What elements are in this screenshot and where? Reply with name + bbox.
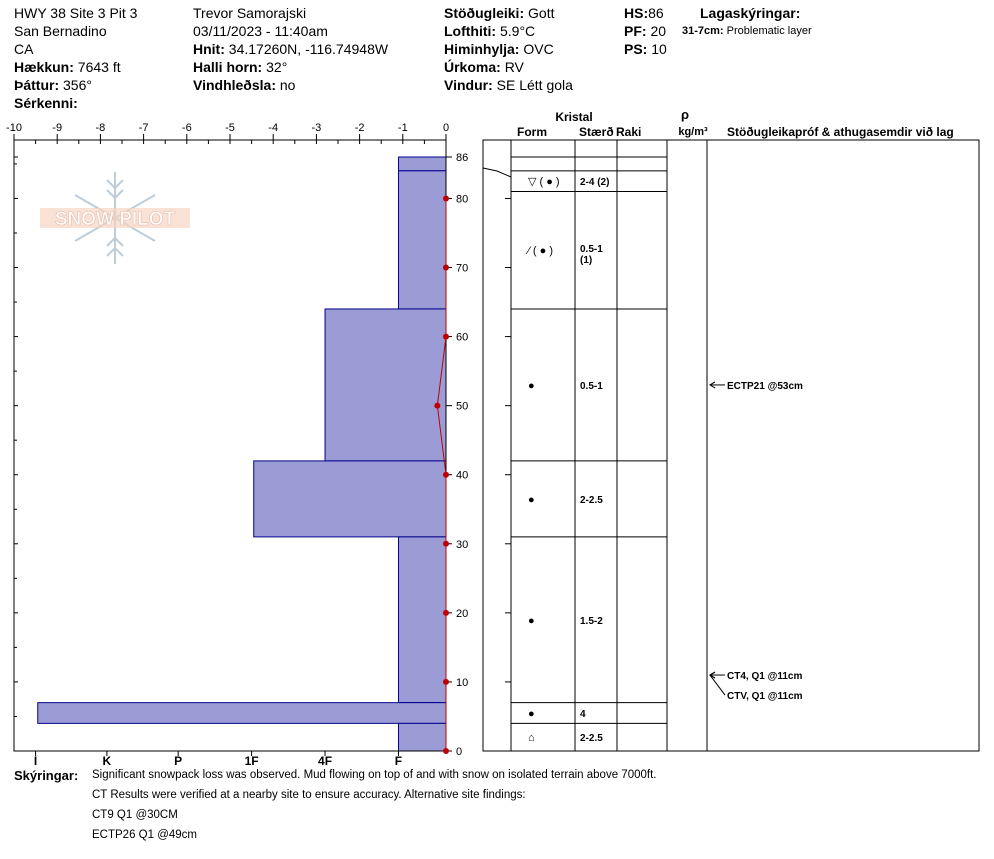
layer-note-text: Problematic layer	[726, 25, 812, 37]
wind-row: Vindur: SE Létt gola	[444, 77, 573, 93]
ps-row: PS: 10	[624, 41, 667, 57]
header-tests: Stöðugleikapróf & athugasemdir við lag	[727, 125, 954, 139]
slope-row: Halli horn: 32°	[193, 59, 288, 75]
hardness-tick-label: 1F	[244, 754, 259, 768]
hardness-bar	[398, 723, 446, 751]
temperature-tick-label: -10	[6, 122, 22, 134]
notes	[14, 766, 657, 841]
temperature-tick-label: -4	[268, 122, 279, 134]
layer-note-depth: 31-7cm:	[682, 25, 724, 37]
temperature-point	[443, 679, 449, 685]
layer-grain-size: 0.5-1	[580, 380, 603, 392]
temperature-point	[434, 403, 440, 409]
hardness-tick-label: P	[174, 754, 183, 768]
layer-grain-size: 0.5-1	[580, 244, 603, 256]
notes-label: Skýringar:	[14, 768, 79, 783]
temperature-point	[443, 334, 449, 340]
depth-tick-label: 10	[456, 676, 469, 689]
temperature-point	[443, 610, 449, 616]
depth-tick-label: 60	[456, 331, 469, 344]
hs-value: 86	[648, 5, 664, 21]
layer-grain-form: ⌂	[528, 732, 535, 745]
depth-tick-label: 86	[456, 152, 469, 164]
hardness-tick-label: I	[33, 754, 38, 768]
stability-value: Gott	[528, 5, 555, 21]
observer-name: Trevor Samorajski	[193, 5, 307, 21]
features-row: Sérkenni:	[14, 95, 78, 111]
pf-row: PF: 20	[624, 23, 667, 39]
layer-table	[483, 107, 979, 751]
ps-value: 10	[651, 41, 667, 57]
hardness-bar	[254, 461, 446, 537]
depth-tick-label: 40	[456, 469, 469, 482]
slope-value: 32°	[266, 59, 288, 75]
temperature-tick-label: -2	[354, 122, 365, 134]
layer-grain-size: 2-4 (2)	[580, 177, 610, 189]
layer-grain-form: ▽ ( ● )	[528, 176, 560, 189]
hardness-bar	[325, 309, 446, 461]
boundary-connector	[483, 168, 511, 177]
depth-tick-label: 70	[456, 262, 469, 275]
notes-line: Significant snowpack loss was observed. Mud flowing on top of and with snow on isolated terrain above 7000ft.	[92, 769, 657, 781]
hs-row: HS:86	[624, 5, 664, 21]
temperature-tick-label: -6	[181, 122, 192, 134]
elevation-value: 7643 ft	[77, 59, 121, 75]
wind-value: SE Létt gola	[496, 77, 573, 93]
layer-grain-form: ●	[528, 614, 535, 627]
layer-grain-size: 1.5-2	[580, 615, 603, 627]
depth-tick-label: 50	[456, 400, 469, 413]
coords-value: 34.17260N, -116.74948W	[228, 41, 389, 57]
stability-tests	[710, 381, 803, 702]
pf-value: 20	[650, 23, 667, 39]
logo-text: SNOW PILOT	[54, 209, 176, 230]
stability-row: Stöðugleiki: Gott	[444, 5, 555, 21]
layer-grain-form: ●	[528, 708, 535, 721]
temperature-tick-label: -7	[138, 122, 149, 134]
temperature-point	[443, 541, 449, 547]
notes-line: CT Results were verified at a nearby site to ensure accuracy. Alternative site findings:	[92, 789, 526, 801]
notes-line: CT9 Q1 @30CM	[92, 809, 178, 821]
aspect-row: Þáttur: 356°	[14, 77, 92, 93]
layer-grain-form: ⁄ ( ● )	[528, 245, 553, 258]
precip-value: RV	[504, 59, 524, 75]
layer-grain-form: ●	[528, 379, 535, 392]
air-temp-value: 5.9°C	[499, 23, 536, 39]
temperature-tick-label: -5	[225, 122, 235, 134]
layer-grain-form: ●	[528, 493, 535, 506]
temperature-point	[443, 748, 449, 754]
hardness-tick-label: K	[102, 754, 112, 768]
layer-notes-title: Lagaskýringar:	[700, 5, 801, 21]
temperature-point	[443, 195, 449, 201]
air-temp-row: Lofthiti: 5.9°C	[444, 23, 536, 39]
elevation-row: Hækkun: 7643 ft	[14, 59, 121, 75]
temperature-tick-label: -3	[311, 122, 322, 134]
temperature-point	[443, 472, 449, 478]
header-size: Stærð	[579, 125, 614, 139]
hardness-tick-label: F	[394, 754, 403, 768]
hardness-bar	[398, 537, 446, 703]
sky-row: Himinhylja: OVC	[444, 41, 554, 57]
wind-loading-value: no	[279, 77, 296, 93]
depth-tick-label: 0	[456, 746, 463, 758]
hardness-bar	[398, 171, 446, 309]
test-label: CT4, Q1 @11cm	[727, 671, 803, 683]
depth-tick-label: 80	[456, 193, 469, 206]
test-label: ECTP21 @53cm	[727, 380, 803, 392]
test-pointer	[710, 675, 725, 695]
temperature-point	[443, 265, 449, 271]
header-crystal: Kristal	[555, 110, 593, 124]
snowpilot-logo	[40, 172, 190, 264]
table-border	[483, 140, 979, 751]
header-form: Form	[517, 125, 547, 139]
site-region: San Bernadino	[14, 23, 107, 39]
test-label: CTV, Q1 @11cm	[727, 691, 803, 703]
wind-loading-row: Vindhleðsla: no	[193, 77, 296, 93]
layer-grain-size-avg: (1)	[580, 255, 593, 267]
hardness-bar	[398, 157, 446, 171]
layer-grain-size: 4	[580, 709, 586, 721]
hardness-tick-label: 4F	[318, 754, 333, 768]
hardness-bars	[38, 157, 446, 751]
temperature-tick-label: -1	[397, 122, 408, 134]
depth-tick-label: 20	[456, 607, 469, 620]
site-name: HWY 38 Site 3 Pit 3	[14, 5, 138, 21]
sky-value: OVC	[523, 41, 554, 57]
aspect-value: 356°	[63, 77, 92, 93]
temperature-tick-label: -8	[95, 122, 106, 134]
hardness-bar	[38, 703, 446, 724]
temperature-tick-label: -9	[52, 122, 63, 134]
coords-row: Hnit: 34.17260N, -116.74948W	[193, 41, 389, 57]
observation-datetime: 03/11/2023 - 11:40am	[193, 23, 328, 39]
layer-grain-size: 2-2.5	[580, 733, 603, 745]
layer-grain-size: 2-2.5	[580, 494, 603, 506]
depth-tick-label: 30	[456, 538, 469, 551]
notes-line: ECTP26 Q1 @49cm	[92, 829, 197, 841]
site-state: CA	[14, 41, 34, 57]
temperature-tick-label: 0	[442, 122, 450, 134]
header-moisture: Raki	[616, 125, 642, 139]
header-rho: ρ	[680, 107, 690, 122]
temperature-axis	[6, 122, 449, 144]
header-density-unit: kg/m³	[678, 126, 708, 138]
precip-row: Úrkoma: RV	[444, 59, 524, 75]
